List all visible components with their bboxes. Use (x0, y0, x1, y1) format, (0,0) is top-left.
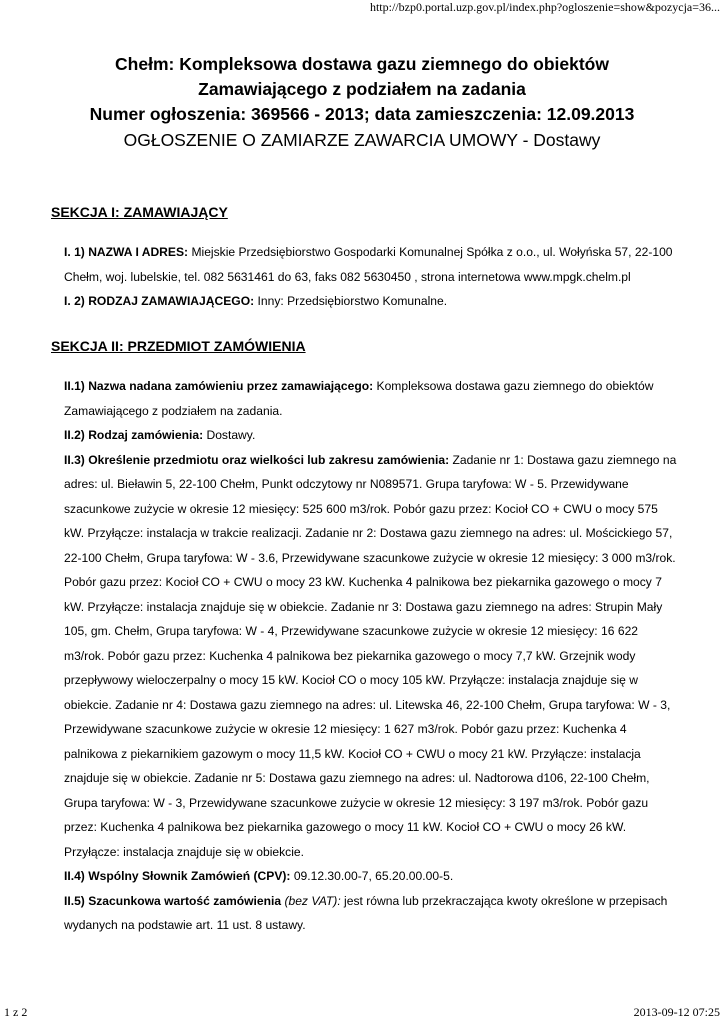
notice-number-line: Numer ogłoszenia: 369566 - 2013; data zamieszczenia: 12.09.2013 (89, 104, 635, 124)
page-url: http://bzp0.portal.uzp.gov.pl/index.php?ogloszenie=show&pozycja=36... (369, 0, 720, 14)
item-i2 (64, 289, 678, 314)
item-i2-text: Inny: Przedsiębiorstwo Komunalne. (254, 294, 448, 308)
section-1-heading: SEKCJA I: ZAMAWIAJĄCY (51, 204, 228, 220)
item-ii1-label: II.1) Nazwa nadana zamówieniu przez zamawiającego: (64, 379, 374, 393)
item-ii1-text: Kompleksowa dostawa gazu ziemnego do obiektów Zamawiającego z podziałem na zadania. (64, 379, 654, 418)
item-ii1 (64, 374, 678, 423)
item-i2-label: I. 2) RODZAJ ZAMAWIAJĄCEGO: (64, 294, 255, 308)
print-timestamp: 2013-09-12 07:25 (633, 1005, 720, 1019)
page-number: 1 z 2 (4, 1005, 28, 1019)
item-ii2-text: Dostawy. (203, 428, 256, 442)
item-ii5-label: II.5) Szacunkowa wartość zamówienia (64, 893, 282, 908)
item-ii3-text: Zadanie nr 1: Dostawa gazu ziemnego na adres: ul. Bieławin 5, 22-100 Chełm, Punkt odczytowy nr N089571. Grupa taryfowa: W - 5. Przewidywane szacunkowe zużycie w okresie 12 miesięcy: 525 600 m3/rok. Pobór gazu przez: Kocioł CO + CWU o mocy 575 kW. Przyłącze: instalacja w trakcie realizacji. Zadanie nr 2: Dostawa gazu ziemnego na adres: ul. Mościckiego 57, 22-100 Chełm, Grupa taryfowa: W - 3.6, Przewidywane szacunkowe zużycie w okresie 12 miesięcy: 3 000 m3/rok. Pobór gazu przez: Kocioł CO + CWU o mocy 23 kW. Kuchenka 4 palnikowa bez piekarnika gazowego o mocy 7 kW. Przyłącze: instalacja znajduje się w obiekcie. Zadanie nr 3: Dostawa gazu ziemnego na adres: Strupin Mały 105, gm. Chełm, Grupa taryfowa: W - 4, Przewidywane szacunkowe zużycie w okresie 12 miesięcy: 16 622 m3/rok. Pobór gazu przez: Kuchenka 4 palnikowa bez piekarnika gazowego o mocy 7,7 kW. Grzejnik wody przepływowy wieloczerpalny o mocy 15 kW. Kocioł CO o mocy 105 kW. Przyłącze: instalacja znajduje się w obiekcie. Zadanie nr 4: Dostawa gazu ziemnego na adres: ul. Litewska 46, 22-100 Chełm, Grupa taryfowa: W - 3, Przewidywane szacunkowe zużycie w okresie 12 miesięcy: 1 627 m3/rok. Pobór gazu przez: Kuchenka 4 palnikowa z piekarnikiem gazowym o mocy 11,5 kW. Kocioł CO + CWU o mocy 21 kW. Przyłącze: instalacja znajduje się w obiekcie. Zadanie nr 5: Dostawa gazu ziemnego na adres: ul. Nadtorowa d106, 22-100 Chełm, Grupa taryfowa: W - 3, Przewidywane szacunkowe zużycie w okresie 12 miesięcy: 3 197 m3/rok. Pobór gazu przez: Kuchenka 4 palnikowa bez piekarnika gazowego o mocy 11 kW. Kocioł CO + CWU o mocy 26 kW. Przyłącze: instalacja znajduje się w obiekcie. (64, 452, 677, 859)
section-2-heading: SEKCJA II: PRZEDMIOT ZAMÓWIENIA (51, 338, 306, 354)
item-ii4 (64, 864, 678, 889)
item-ii4-text: 09.12.30.00-7, 65.20.00.00-5. (290, 869, 454, 883)
notice-title-line-2: Zamawiającego z podziałem na zadania (198, 79, 526, 99)
notice-title-line-1: Chełm: Kompleksowa dostawa gazu ziemnego do obiektów (115, 54, 609, 74)
item-ii3 (64, 448, 678, 865)
section-1-body (64, 240, 678, 314)
item-ii5-italic: (bez VAT): (281, 893, 341, 908)
item-ii5 (64, 889, 678, 938)
item-ii5-text: jest równa lub przekraczająca kwoty określone w przepisach wydanych na podstawie art. 11 ust. 8 ustawy. (64, 893, 668, 932)
item-ii3-label: II.3) Określenie przedmiotu oraz wielkości lub zakresu zamówienia: (64, 452, 450, 467)
notice-subtitle: OGŁOSZENIE O ZAMIARZE ZAWARCIA UMOWY - Dostawy (123, 130, 601, 150)
item-ii4-label: II.4) Wspólny Słownik Zamówień (CPV): (64, 869, 291, 883)
item-i1-label: I. 1) NAZWA I ADRES: (64, 245, 189, 259)
notice-title-block (0, 52, 724, 153)
item-ii2 (64, 423, 678, 448)
item-ii2-label: II.2) Rodzaj zamówienia: (64, 428, 204, 442)
item-i1-text: Miejskie Przedsiębiorstwo Gospodarki Komunalnej Spółka z o.o., ul. Wołyńska 57, 22-100 Chełm, woj. lubelskie, tel. 082 5631461 do 63, faks 082 5630450 , strona internetowa www.mpgk.chelm.pl (64, 245, 673, 284)
section-2-body (64, 374, 678, 938)
item-i1 (64, 240, 678, 289)
